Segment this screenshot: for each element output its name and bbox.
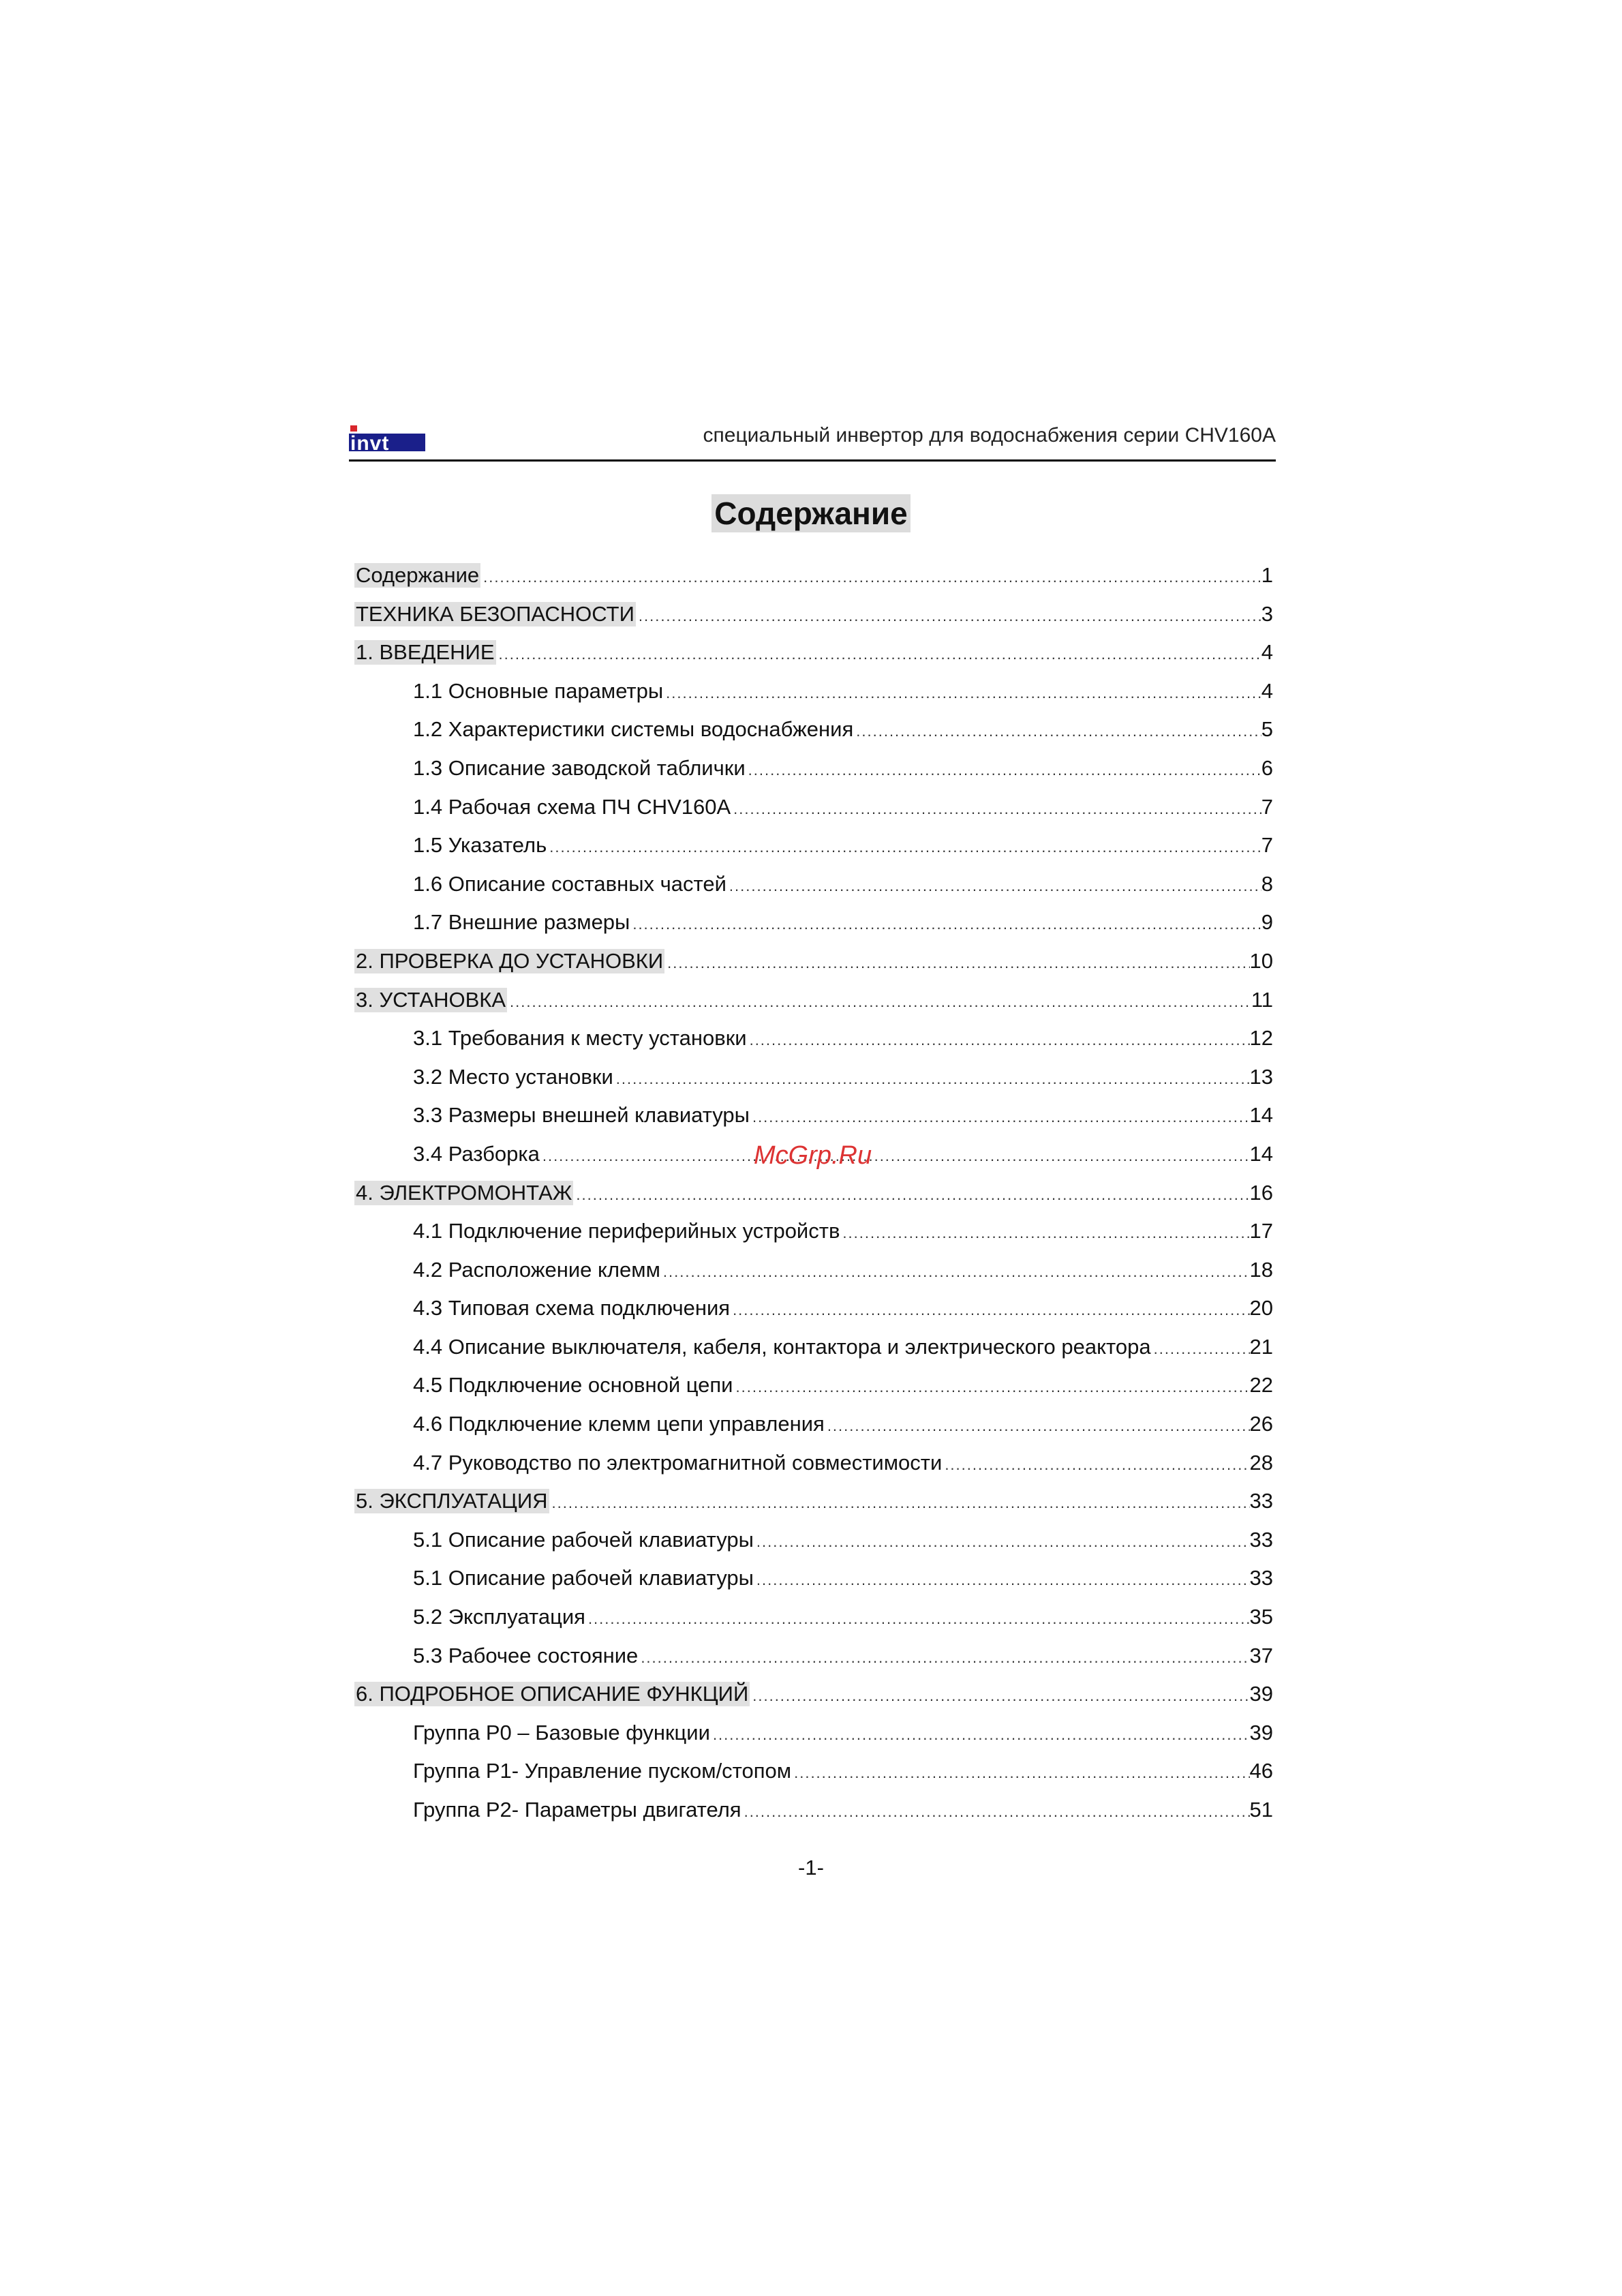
toc-dot-leader [663, 684, 1261, 702]
toc-dot-leader [746, 761, 1261, 779]
toc-entry-page: 14 [1249, 1103, 1273, 1128]
toc-entry-page: 13 [1249, 1064, 1273, 1089]
toc-dot-leader [840, 1224, 1249, 1242]
toc-entry[interactable] [354, 1373, 1273, 1412]
toc-entry[interactable] [354, 795, 1273, 834]
toc-entry-label: ТЕХНИКА БЕЗОПАСНОСТИ [356, 601, 634, 626]
toc-entry-page: 11 [1251, 987, 1273, 1012]
toc-dot-leader [730, 1301, 1249, 1319]
header-title: специальный инвертор для водоснабжения серии CHV160A [703, 424, 1276, 447]
toc-entry-page: 17 [1249, 1219, 1273, 1243]
toc-dot-leader [480, 569, 1261, 586]
toc-entry-label: 1.1 Основные параметры [413, 678, 664, 703]
toc-dot-leader [549, 1494, 1250, 1512]
toc-dot-leader [1151, 1340, 1250, 1358]
toc-dot-leader [754, 1571, 1250, 1589]
toc-entry[interactable] [354, 1258, 1273, 1297]
toc-dot-leader [496, 646, 1261, 663]
toc-entry[interactable] [354, 872, 1273, 911]
toc-entry[interactable] [354, 679, 1273, 718]
toc-entry-label: 1.4 Рабочая схема ПЧ CHV160A [413, 794, 731, 819]
toc-entry-page: 7 [1261, 833, 1273, 858]
toc-entry-label: Группа P2- Параметры двигателя [413, 1798, 741, 1822]
toc-entry-page: 6 [1261, 755, 1273, 780]
page-header [349, 417, 1276, 458]
toc-entry-label: 3.2 Место установки [413, 1064, 613, 1089]
toc-entry-page: 37 [1249, 1643, 1273, 1667]
toc-entry-label: 3.4 Разборка [413, 1141, 540, 1166]
toc-entry[interactable] [354, 756, 1273, 795]
watermark: McGrp.Ru [754, 1141, 872, 1170]
toc-dot-leader [613, 1070, 1250, 1088]
toc-entry-page: 21 [1249, 1334, 1273, 1359]
toc-entry[interactable] [354, 1528, 1273, 1567]
toc-entry-page: 12 [1249, 1026, 1273, 1051]
toc-entry-label: 4.6 Подключение клемм цепи управления [413, 1412, 825, 1436]
toc-entry-label: 4.3 Типовая схема подключения [413, 1296, 731, 1320]
toc-entry-page: 33 [1249, 1489, 1273, 1513]
toc-entry[interactable] [354, 833, 1273, 872]
toc-entry-label: 5.2 Эксплуатация [413, 1605, 585, 1629]
toc-entry[interactable] [354, 988, 1273, 1027]
toc-entry-label: Содержание [356, 563, 480, 587]
toc-entry[interactable] [354, 1644, 1273, 1682]
toc-entry-label: 4. ЭЛЕКТРОМОНТАЖ [356, 1180, 572, 1205]
toc-entry-page: 39 [1249, 1682, 1273, 1706]
toc-entry[interactable] [354, 1682, 1273, 1721]
toc-entry[interactable] [354, 640, 1273, 679]
page-number: -1- [798, 1856, 824, 1879]
toc-entry-label: 2. ПРОВЕРКА ДО УСТАНОВКИ [356, 948, 664, 973]
toc-dot-leader [825, 1417, 1250, 1435]
toc-dot-leader [853, 723, 1261, 740]
toc-entry-label: 5.3 Рабочее состояние [413, 1643, 639, 1667]
toc-entry-label: 4.4 Описание выключателя, кабеля, контактора и электрического реактора [413, 1334, 1151, 1359]
toc-entry-page: 9 [1261, 910, 1273, 935]
toc-entry-label: 4.1 Подключение периферийных устройств [413, 1219, 840, 1243]
toc-entry[interactable] [354, 1065, 1273, 1104]
toc-entry-label: 4.5 Подключение основной цепи [413, 1373, 733, 1398]
toc-entry[interactable] [354, 1451, 1273, 1490]
toc-entry[interactable] [354, 602, 1273, 641]
toc-entry-page: 33 [1249, 1527, 1273, 1552]
toc-dot-leader [547, 839, 1261, 856]
toc-entry-label: 1.7 Внешние размеры [413, 910, 630, 935]
toc-entry-label: Группа P1- Управление пуском/стопом [413, 1759, 792, 1783]
toc-entry[interactable] [354, 1605, 1273, 1644]
toc-entry-page: 4 [1261, 640, 1273, 665]
toc-dot-leader [660, 1263, 1250, 1281]
toc-dot-leader [585, 1610, 1250, 1628]
toc-dot-leader [754, 1533, 1250, 1551]
toc-entry-page: 28 [1249, 1450, 1273, 1475]
toc-entry-label: 6. ПОДРОБНОЕ ОПИСАНИЕ ФУНКЦИЙ [356, 1682, 749, 1706]
toc-entry-label: 1.2 Характеристики системы водоснабжения [413, 717, 854, 742]
toc-entry-label: 5.1 Описание рабочей клавиатуры [413, 1566, 754, 1590]
toc-dot-leader [741, 1803, 1250, 1821]
toc-entry-page: 22 [1249, 1373, 1273, 1398]
toc-entry[interactable] [354, 1181, 1273, 1220]
toc-entry[interactable] [354, 1026, 1273, 1065]
table-of-contents [354, 563, 1273, 1837]
toc-dot-leader [664, 954, 1249, 972]
toc-entry-page: 3 [1261, 601, 1273, 626]
toc-dot-leader [942, 1456, 1249, 1474]
page-title-text: Содержание [711, 494, 910, 532]
toc-entry[interactable] [354, 1296, 1273, 1335]
toc-entry[interactable] [354, 1412, 1273, 1451]
toc-dot-leader [638, 1649, 1249, 1667]
toc-entry-label: 5.1 Описание рабочей клавиатуры [413, 1527, 754, 1552]
toc-entry-label: 1. ВВЕДЕНИЕ [356, 640, 495, 665]
toc-entry-label: Группа P0 – Базовые функции [413, 1720, 710, 1744]
toc-entry-page: 1 [1261, 563, 1273, 587]
toc-dot-leader [731, 800, 1261, 818]
toc-entry[interactable] [354, 1566, 1273, 1605]
toc-dot-leader [733, 1378, 1250, 1396]
toc-entry-page: 10 [1249, 948, 1273, 973]
toc-entry-page: 18 [1249, 1257, 1273, 1282]
toc-entry[interactable] [354, 949, 1273, 988]
toc-dot-leader [540, 1147, 1250, 1165]
toc-entry-label: 1.3 Описание заводской таблички [413, 755, 746, 780]
toc-entry[interactable] [354, 1489, 1273, 1528]
toc-entry-page: 5 [1261, 717, 1273, 742]
toc-entry-page: 46 [1249, 1759, 1273, 1783]
toc-entry-page: 16 [1249, 1180, 1273, 1205]
toc-entry[interactable] [354, 910, 1273, 949]
toc-entry-label: 5. ЭКСПЛУАТАЦИЯ [356, 1489, 548, 1513]
toc-dot-leader [636, 607, 1261, 625]
toc-dot-leader [750, 1108, 1250, 1126]
toc-entry[interactable] [354, 563, 1273, 602]
toc-entry-label: 3.3 Размеры внешней клавиатуры [413, 1103, 750, 1128]
toc-entry-page: 35 [1249, 1605, 1273, 1629]
toc-entry[interactable] [354, 1335, 1273, 1374]
toc-entry[interactable] [354, 1219, 1273, 1258]
toc-entry-label: 1.5 Указатель [413, 833, 547, 858]
toc-entry-page: 39 [1249, 1720, 1273, 1744]
toc-dot-leader [573, 1186, 1249, 1204]
toc-entry[interactable] [354, 1721, 1273, 1759]
toc-dot-leader [750, 1687, 1249, 1705]
toc-entry-label: 3.1 Требования к месту установки [413, 1026, 747, 1051]
toc-entry-label: 1.6 Описание составных частей [413, 871, 726, 896]
toc-dot-leader [630, 916, 1261, 933]
toc-entry[interactable] [354, 1759, 1273, 1798]
toc-entry-page: 8 [1261, 871, 1273, 896]
toc-dot-leader [747, 1031, 1250, 1049]
logo-text: invt [350, 432, 390, 455]
toc-entry-page: 26 [1249, 1412, 1273, 1436]
page-title [0, 495, 1622, 532]
toc-entry-page: 7 [1261, 794, 1273, 819]
toc-entry-page: 4 [1261, 678, 1273, 703]
toc-dot-leader [710, 1726, 1250, 1744]
toc-entry[interactable] [354, 1798, 1273, 1837]
toc-dot-leader [507, 993, 1251, 1011]
toc-entry-page: 14 [1249, 1141, 1273, 1166]
header-divider [349, 459, 1276, 462]
toc-entry-label: 3. УСТАНОВКА [356, 987, 506, 1012]
toc-entry-label: 4.7 Руководство по электромагнитной совместимости [413, 1450, 943, 1475]
toc-entry[interactable] [354, 717, 1273, 756]
invt-logo [349, 423, 425, 458]
toc-entry-page: 33 [1249, 1566, 1273, 1590]
toc-entry-page: 51 [1249, 1798, 1273, 1822]
toc-dot-leader [726, 877, 1261, 895]
toc-entry-page: 20 [1249, 1296, 1273, 1320]
toc-entry[interactable] [354, 1103, 1273, 1142]
toc-dot-leader [791, 1764, 1249, 1782]
toc-entry-label: 4.2 Расположение клемм [413, 1257, 660, 1282]
